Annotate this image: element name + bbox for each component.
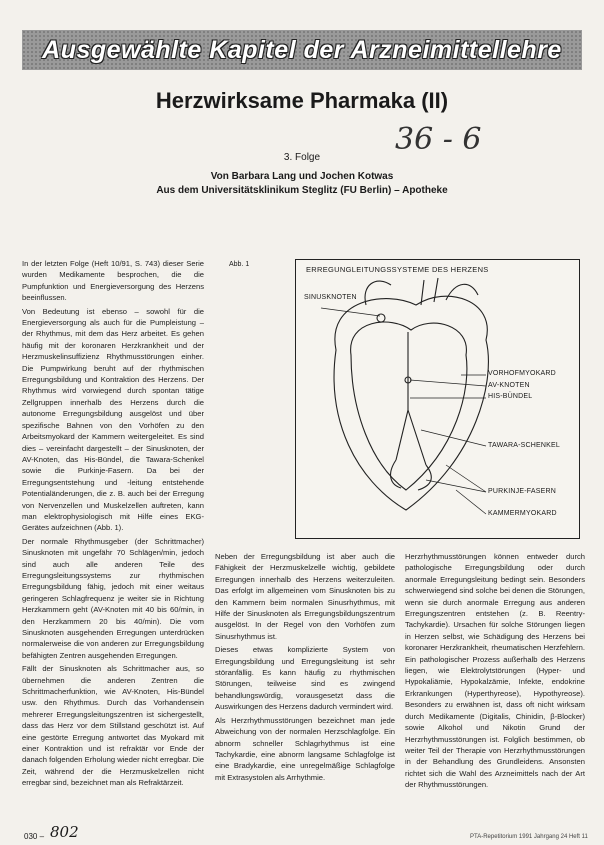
journal-footer: PTA-Repetitorium 1991 Jahrgang 24 Heft 11 xyxy=(470,834,588,840)
text-column-1 xyxy=(22,258,204,791)
banner-title: Ausgewählte Kapitel der Arzneimittellehre xyxy=(42,36,562,64)
page-number-prefix: 030 – xyxy=(24,832,45,841)
vessel-left xyxy=(365,281,391,305)
label-vorhofmyokard: VORHOFMYOKARD xyxy=(488,370,556,377)
series-banner xyxy=(22,30,582,70)
heart-conduction-figure xyxy=(295,259,580,539)
heart-inner-wall xyxy=(351,322,467,490)
text-column-2 xyxy=(215,551,395,785)
paragraph: Fällt der Sinusknoten als Schrittmacher aus, so übernehmen die anderen Zentren die Schrittmacherfunktion, wie AV-Knoten, His-Bündel usw. den Rhythmus. Durch das Vorhandensein mehrerer Erregungsleitungszentren ist sichergestellt, dass das Herz vor dem Stillstand geschützt ist. Auf eine gestörte Erregung antwortet das Myokard mit einer Kontraktion und ist refraktär vor Ende der danach folgenden Erholung wieder nicht erregbar. Die Zeit, während der die Herzmuskelzellen nicht erregbar sind, bezeichnet man als Refraktärzeit. xyxy=(22,664,204,788)
sinus-node xyxy=(377,314,385,322)
paragraph: In der letzten Folge (Heft 10/91, S. 743) dieser Serie wurden Medikamente besprochen, die die Pumpfunktion und Energieversorgung des Herzens beeinflussen. xyxy=(22,259,204,303)
vessel-right xyxy=(446,284,478,300)
paragraph: Dieses etwas komplizierte System von Erregungsbildung und Erregungsleitung ist sehr störanfällig. Es kann häufig zu rhythmischen Störungen, teilweise sind es zwingend behandlungswürdig, vorausgesetzt dass die Auswirkungen des Herzens dadurch vermindert wird. xyxy=(215,645,395,712)
paragraph: Von Bedeutung ist ebenso – sowohl für die Energieversorgung als auch für die Pumpleistung – der Rhythmus, mit dem das Herz arbeitet. Es gehen häufig mit der koronaren Herzkrankheit und der Herzmuskelinsuffizienz Rhythmusstörungen einher. Die Pumpwirkung beruht auf der rhythmischen Erregungsbildung und Kontraktion des Herzens. Der Rhythmus wird vorwiegend durch spontan tätige Zellgruppen innerhalb des Herzens durch die autonome Erregungsbildung ausgelöst und über spezifische Bahnen von den Vorhöfen zu den Arbeitsmyokard der Kammern weitergeleitet. Es sind dies – vereinfacht dargestellt – der Sinusknoten, der AV-Knoten, das His-Bündel, die Tawara-Schenkel sowie die Purkinje-Fasern. Da bei der Erregungsentstehung und -leitung entstehende Potentialänderungen, die z. B. auch bei der Erregung von Nervenzellen und Muskelzellen auftreten, kann man elektrophysiologisch mit Hilfe eines EKG-Gerätes aufzeichnen (Abb. 1). xyxy=(22,306,204,533)
label-purkinje: PURKINJE-FASERN xyxy=(488,488,556,495)
heart-diagram xyxy=(296,260,581,540)
label-kammermyokard: KAMMERMYOKARD xyxy=(488,510,557,517)
institute-line: Aus dem Universitätsklinikum Steglitz (FU Berlin) – Apotheke xyxy=(156,185,448,196)
label-sinusknoten: SINUSKNOTEN xyxy=(304,294,357,301)
paragraph: Als Herzrhythmusstörungen bezeichnet man jede Abweichung von der normalen Herzschlagfolge. Ein abnorm schneller Schlagrhythmus ist eine Tachykardie, eine abnorm langsame Schlagfolge ist eine Bradykardie, eine unregelmäßige Schlagfolge mit Extrasystolen als Arrhythmie. xyxy=(215,715,395,782)
series-part: 3. Folge xyxy=(283,152,321,163)
figure-caption: Abb. 1 xyxy=(229,261,250,268)
article-title: Herzwirksame Pharmaka (II) xyxy=(155,88,449,113)
handwritten-page-number: 802 xyxy=(50,823,79,841)
septum-lines xyxy=(396,332,426,465)
label-his-buendel: HIS-BÜNDEL xyxy=(488,393,533,400)
paragraph: Herzrhythmusstörungen können entweder durch pathologische Erregungsbildung oder durch anormale Erregungsleitung bedingt sein. Besonders schwerwiegend sind solche bei denen die Störungen, wenn sie durch anormale Erregung aus anderen Erregungszentren entstehen (z. B. Reentry-Tachykardie). Ursachen für solche Störungen liegen in Herzen selbst, wie Schädigung des Herzens bei koronarer Herzkrankheit, rheumatischen Herzfehlern. Ein pathologischer Prozess außerhalb des Herzens liegen, wie Elektrolytstörungen (Hyper- und Hypokaliämie, Hypokalzämie, Infekte, endokrine Erkrankungen (Hyperthyreose), Hypothyreose). Besonders zu erwähnen ist, dass oft nicht wirksam durch Medikamente (Digitalis, Chinidin, β-Blocker) sowie Alkohol und Nikotin Grund der Herzrhythmusstörungen ist. Folglich bestimmen, ob weiter Teil der Therapie von Herzrhythmusstörungen in der Behandlung des Grundleidens. Ansonsten richtet sich die Wahl des Arzneimittels nach der Art der Rhythmusstörungen. xyxy=(405,552,585,790)
text-column-3 xyxy=(405,551,585,793)
label-av-knoten: AV-KNOTEN xyxy=(488,382,530,389)
paragraph: Neben der Erregungsbildung ist aber auch die Fähigkeit der Herzmuskelzelle wichtig, gebildete Erregungen innerhalb des Herzens weiterzuleiten. Das erfolgt im allgemeinen vom Sinusknoten bis zu den Kammern beim normalen Sinusrhythmus, mit Hilfe der Sinusknoten als Erregungsbildungszentrum ausgelöst. In der Regel von den Vorhöfen zum Sinusrhythmus ist. xyxy=(215,552,395,641)
label-tawara: TAWARA-SCHENKEL xyxy=(488,442,560,449)
figure-title: ERREGUNGLEITUNGSSYSTEME DES HERZENS xyxy=(306,265,489,274)
paragraph: Der normale Rhythmusgeber (der Schrittmacher) Sinusknoten mit ungefähr 70 Schlägen/min, jedoch sind auch alle anderen Teile des Erregungsleitungssystems zur rhythmischen Erregungsbildung fähig, jedoch mit einer weitaus geringeren Schlagfrequenz je weiter sie in Richtung Herzkammern geht (AV-Knoten mit 40 bis 60/min, in den Herzkammern 20 bis 40/min). Die vom Sinusknoten ausgehenden Erregungen unterdrücken normalerweise die von anderen zur Erregungsbildung befähigten Zentren ausgehenden Erregungen. xyxy=(22,536,204,660)
handwritten-note: 36 - 6 xyxy=(395,122,482,157)
authors-line: Von Barbara Lang und Jochen Kotwas xyxy=(210,171,394,182)
